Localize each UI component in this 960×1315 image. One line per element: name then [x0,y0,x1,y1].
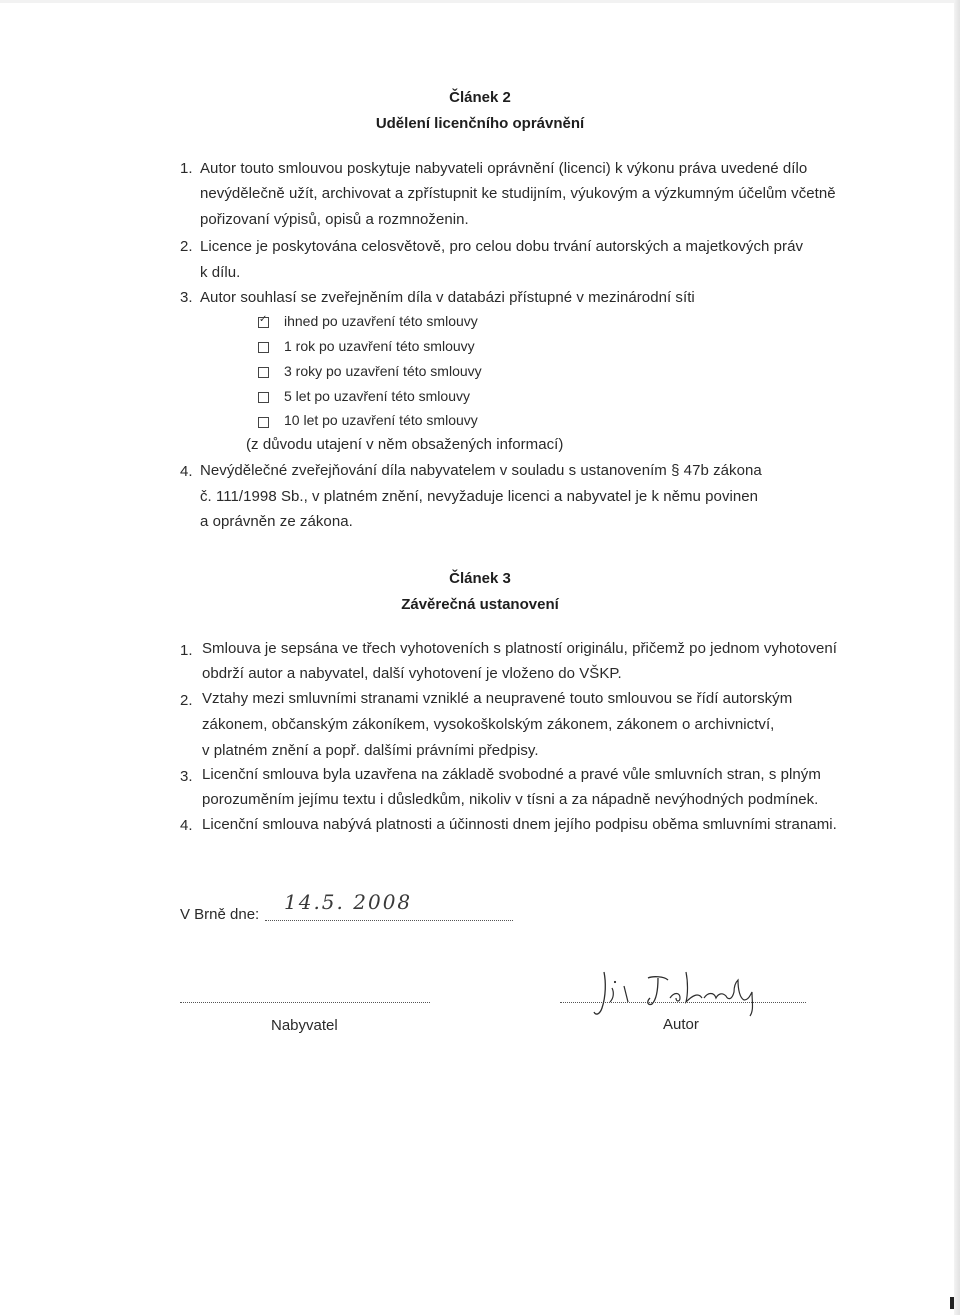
article-2-item-3-number: 3. [180,289,193,306]
article-3-item-2-line-2: zákonem, občanským zákoníkem, vysokoškolským zákonem, zákonem o archivnictví, [202,716,775,733]
article-2-item-4-line-2: č. 111/1998 Sb., v platném znění, nevyžaduje licenci a nabyvatel je k němu povinen [200,488,759,505]
article-3-item-2-line-3: v platném znění a popř. dalšími právními předpisy. [202,742,539,759]
nabyvatel-signature-line [180,1002,430,1003]
article-3-item-2-number: 2. [180,692,193,709]
option-2-label: 1 rok po uzavření této smlouvy [284,338,475,354]
article-2-item-4-line-3: a oprávněn ze zákona. [200,513,353,530]
article-3-item-1-line-1: Smlouva je sepsána ve třech vyhotoveních s platností originálu, přičemž po jednom vyhotovení [202,640,837,657]
article-3-subtitle: Závěrečná ustanovení [401,596,559,613]
scan-mark [950,1297,954,1309]
article-2-item-2-line-2: k dílu. [200,264,241,281]
option-5-label: 10 let po uzavření této smlouvy [284,412,478,428]
article-2-item-4-number: 4. [180,463,193,480]
option-4-label: 5 let po uzavření této smlouvy [284,388,470,404]
nabyvatel-label: Nabyvatel [271,1017,338,1034]
place-date-label: V Brně dne: [180,906,260,923]
checkbox-option-5[interactable] [258,417,269,428]
article-2-item-2-number: 2. [180,238,193,255]
article-3-item-4-line-1: Licenční smlouva nabývá platnosti a účinnosti dnem jejího podpisu oběma smluvními stranami. [202,816,837,833]
checkbox-option-3[interactable] [258,367,269,378]
article-3-item-4-number: 4. [180,817,193,834]
option-3-label: 3 roky po uzavření této smlouvy [284,363,482,379]
date-dotted-line [265,920,513,921]
article-2-item-2-line-1: Licence je poskytována celosvětově, pro celou dobu trvání autorských a majetkových práv [200,238,804,255]
article-2-item-3-line-1: Autor souhlasí se zveřejněním díla v databázi přístupné v mezinárodní síti [200,289,695,306]
article-2-title: Článek 2 [449,89,511,106]
article-2-item-4-line-1: Nevýdělečné zveřejňování díla nabyvatelem v souladu s ustanovením § 47b zákona [200,462,762,479]
options-note: (z důvodu utajení v něm obsažených informací) [246,436,564,453]
autor-label: Autor [663,1016,699,1033]
article-2-subtitle: Udělení licenčního oprávnění [375,115,585,132]
option-1-label: ihned po uzavření této smlouvy [284,313,478,329]
article-3-item-3-number: 3. [180,768,193,785]
article-2-item-1-line-2: nevýdělečně užít, archivovat a zpřístupnit ke studijním, výukovým a výzkumným účelům včetně [200,185,836,202]
article-3-item-1-number: 1. [180,642,193,659]
checkbox-option-4[interactable] [258,392,269,403]
checkbox-option-2[interactable] [258,342,269,353]
article-3-item-3-line-2: porozuměním jejímu textu i důsledkům, nikoliv v tísni a za nápadně nevýhodných podmínek. [202,791,819,808]
article-3-title: Článek 3 [449,570,511,587]
article-3-item-2-line-1: Vztahy mezi smluvními stranami vzniklé a neupravené touto smlouvou se řídí autorským [202,690,793,707]
article-2-item-1-line-3: pořizovaní výpisů, opisů a rozmnoženin. [200,211,469,228]
article-3-item-1-line-2: obdrží autor a nabyvatel, další vyhotovení je vloženo do VŠKP. [202,665,622,682]
scan-edge-top [0,0,960,3]
article-3-item-3-line-1: Licenční smlouva byla uzavřena na základě svobodné a pravé vůle smluvních stran, s plným [202,766,821,783]
article-2-item-1-number: 1. [180,160,193,177]
handwritten-date: 14.5. 2008 [284,890,413,914]
checkbox-option-1[interactable] [258,317,269,328]
scan-edge-right [954,0,960,1315]
article-2-item-1-line-1: Autor touto smlouvou poskytuje nabyvateli oprávnění (licenci) k výkonu práva uvedené dílo [200,160,808,177]
